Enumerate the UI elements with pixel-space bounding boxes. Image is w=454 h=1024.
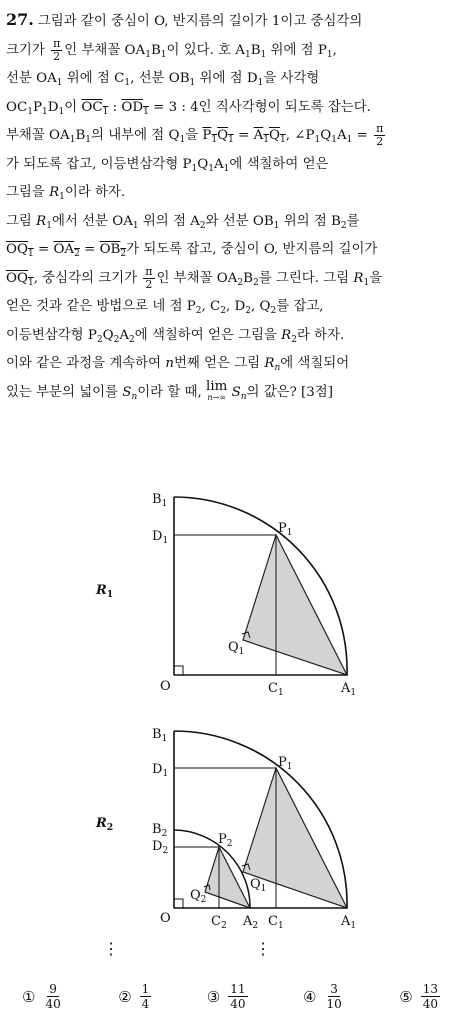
label-o-r2: O [160,911,171,926]
shaded-triangle-p2q2a2 [205,847,250,908]
label-d2: $D_2$ [152,839,169,856]
label-d1: $D_1$ [152,529,169,546]
problem-line-1: 27. 그림과 같이 중심이 O, 반지름의 길이가 1이고 중심각의 [6,10,363,29]
choice-2[interactable] [118,982,153,1011]
problem-line-10: $OQ_1$, 중심각의 크기가 $\frac{\pi}{2}$ 인 부채꼴 $OA_2B_2$를 그린다. 그림 $R_1$을 [6,264,383,291]
problem-line-3: 선분 $OA_1$ 위에 점 $C_1$, 선분 $OB_1$ 위에 점 $D_1$을 사각형 [6,71,320,88]
r2-label: $R_2$ [96,816,114,833]
problem-line-12: 이등변삼각형 $P_2Q_2A_2$에 색칠하여 얻은 그림을 $R_2$라 하자. [6,327,345,345]
choice-5[interactable] [399,982,442,1011]
problem-number: 27. [6,10,34,29]
choice-3-numerator: 11 [230,982,246,996]
points-label: [3점] [301,384,333,400]
choice-2-denominator: 4 [141,997,150,1011]
choice-4-denominator: 10 [326,997,342,1011]
problem-line-14: 있는 부분의 넓이를 $S_n$이라 할 때, lim n→∞ $S_n$의 값은? [3점] [6,379,333,402]
label-q1-r2: $Q_1$ [250,877,267,894]
choice-4-numerator: 3 [330,982,338,996]
choice-2-numerator: 1 [141,982,150,996]
label-d1-r2: $D_1$ [152,762,169,779]
choice-1-mark: ① [22,987,36,1006]
choice-1-numerator: 9 [49,982,57,996]
label-o: O [160,679,171,694]
choice-4[interactable] [303,982,346,1011]
label-p2: $P_2$ [218,832,233,849]
label-b2: $B_2$ [152,822,168,839]
choice-4-mark: ④ [303,987,317,1006]
label-q1: $Q_1$ [228,640,245,657]
shaded-triangle-p1q1a1 [243,535,347,675]
choice-3-denominator: 40 [230,997,246,1011]
label-b1-r2: $B_1$ [152,727,168,744]
ellipsis-right: ⋮ [255,939,271,958]
problem-line-6: 가 되도록 잡고, 이등변삼각형 $P_1Q_1A_1$에 색칠하여 얻은 [6,156,329,174]
problem-line-7: 그림을 $R_1$이라 하자. [6,185,126,202]
answer-choices [22,982,442,1011]
choice-5-numerator: 13 [422,982,438,996]
problem-line-4: $OC_1P_1D_1$이 $OC_1$ : $OD_1 = 3$ : 4인 직사각형이 되도록 잡는다. [6,99,371,117]
choice-3[interactable] [207,982,250,1011]
label-b1: $B_1$ [152,492,168,509]
choice-2-mark: ② [118,987,132,1006]
problem-line-5: 부채꼴 $OA_1B_1$의 내부에 점 $Q_1$을 $P_1Q_1 = A_1Q_1$, $\angle P_1Q_1A_1$ = $\frac{\pi}{2}$ [6,122,384,148]
problem-line-11: 얻은 것과 같은 방법으로 네 점 $P_2$, $C_2$, $D_2$, $Q_2$를 잡고, [6,299,324,316]
choice-1[interactable] [22,982,65,1011]
problem-line-9: $OQ_1 = OA_2 = OB_2$가 되도록 잡고, 중심이 O, 반지름의 길이가 [6,242,378,259]
right-angle-mark-o [174,666,183,675]
r1-label: $R_1$ [96,583,114,600]
figure-r2 [95,727,356,958]
problem-line-13: 이와 같은 과정을 계속하여 n번째 얻은 그림 $R_n$에 색칠되어 [6,356,350,373]
label-a1-r2: $A_1$ [341,914,357,931]
right-angle-mark-o-r2 [174,899,183,908]
choice-5-mark: ⑤ [399,987,413,1006]
label-p1-r2: $P_1$ [278,755,293,772]
label-c1-r2: $C_1$ [268,914,284,931]
choice-5-denominator: 40 [422,997,438,1011]
choice-3-mark: ③ [206,987,221,1006]
choice-1-denominator: 40 [45,997,61,1011]
problem-line-2: 크기가 $\frac{\pi}{2}$ 인 부채꼴 $OA_1B_1$이 있다. 호 $A_1B_1$ 위에 점 $P_1$, [6,36,337,63]
problem-line-8: 그림 $R_1$에서 선분 $OA_1$ 위의 점 $A_2$와 선분 $OB_1$ 위의 점 $B_2$를 [6,213,360,231]
label-p1: $P_1$ [278,521,293,538]
label-a1: $A_1$ [341,681,357,698]
figure-r1 [95,492,356,698]
label-c2: $C_2$ [211,914,227,931]
label-a2: $A_2$ [243,914,259,931]
ellipsis-left: ⋮ [103,939,119,958]
label-c1: $C_1$ [268,681,284,698]
label-q2: $Q_2$ [190,888,207,905]
